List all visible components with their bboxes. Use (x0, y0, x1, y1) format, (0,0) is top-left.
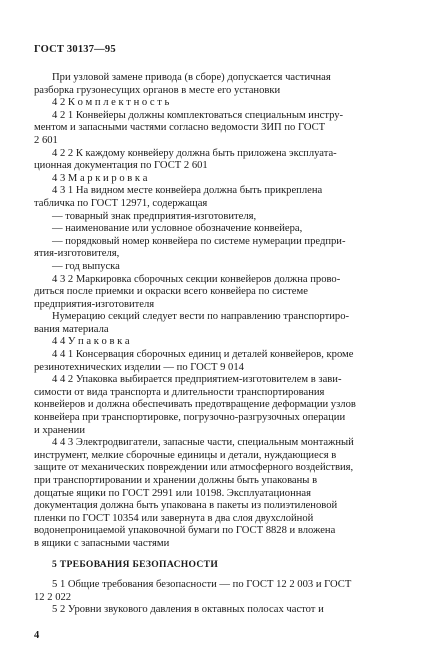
text-line: 4 3 М а р к и р о в к а (52, 172, 148, 184)
page-header: ГОСТ 30137—95 (34, 44, 116, 55)
text-line: 4 4 2 Упаковка выбирается предприятием-изготовителем в зави- (52, 374, 342, 386)
text-line: 4 3 2 Маркировка сборочных секции конвейеров должна прово- (52, 273, 341, 285)
text-line: инструмент, мелкие сборочные единицы и детали, нуждающиеся в (34, 449, 337, 461)
text-line: ционная документация по ГОСТ 2 601 (34, 160, 208, 172)
text-line: конвейеров и должна обеспечивать предотвращение деформации узлов (34, 399, 356, 411)
text-line: — год выпуска (52, 260, 120, 272)
page-number: 4 (34, 630, 40, 641)
text-line: ятия-изготовителя, (34, 248, 120, 260)
text-line: — товарный знак предприятия-изготовителя, (52, 210, 257, 222)
text-line: Нумерацию секций следует вести по направлению транспортиро- (52, 311, 350, 323)
document-body (34, 72, 396, 617)
text-line: вания материала (34, 323, 109, 335)
text-line: 12 2 022 (34, 591, 72, 603)
text-line: 4 4 3 Электродвигатели, запасные части, специальным монтажный (52, 437, 354, 449)
text-line: 2 601 (34, 134, 58, 146)
text-line: 4 2 2 К каждому конвейеру должна быть приложена эксплуата- (52, 147, 337, 159)
text-line: 4 3 1 На видном месте конвейера должна быть прикреплена (52, 185, 323, 197)
text-line: защите от механических повреждении или атмосферного воздействия, (34, 462, 354, 474)
text-line: табличка по ГОСТ 12971, содержащая (34, 197, 208, 209)
text-line: 4 2 К о м п л е к т н о с т ь (52, 97, 170, 109)
text-line: документация должна быть упакована в пакеты из полиэтиленовой (34, 500, 338, 512)
text-line: предприятия-изготовителя (34, 298, 155, 310)
spacer (34, 571, 396, 579)
text-line: разборка грузонесущих органов в месте его установки (34, 84, 281, 96)
text-line: диться после приемки и окраски всего конвейера по системе (34, 286, 308, 298)
text-line: пленки по ГОСТ 10354 или завернута в два слоя двухслойной (34, 512, 314, 524)
text-line: — наименование или условное обозначение конвейера, (52, 223, 303, 235)
text-line: при транспортировании и хранении должны быть упакованы в (34, 475, 318, 486)
text-line: дощатые ящики по ГОСТ 2991 или 10198. Эксплуатационная (34, 487, 311, 499)
text-line: 4 4 У п а к о в к а (52, 336, 130, 348)
text-line: симости от вида транспорта и длительности транспортирования (34, 386, 325, 398)
spacer (34, 551, 396, 559)
text-line: в ящики с запасными частями (34, 537, 170, 549)
text-line: При узловой замене привода (в сборе) допускается частичная (52, 72, 331, 83)
text-line: ментом и запасными частями согласно ведомости ЗИП по ГОСТ (34, 122, 326, 134)
text-line: 5 2 Уровни звукового давления в октавных полосах частот и (52, 604, 324, 616)
section-title: 5 ТРЕБОВАНИЯ БЕЗОПАСНОСТИ (52, 558, 219, 570)
text-line: 5 1 Общие требования безопасности — по ГОСТ 12 2 003 и ГОСТ (52, 579, 352, 591)
text-line: 4 4 1 Консервация сборочных единиц и деталей конвейеров, кроме (52, 349, 354, 361)
text-line: резинотехнических изделии — по ГОСТ 9 014 (34, 361, 244, 373)
text-line: водонепроницаемой упаковочной бумаги по ГОСТ 8828 и вложена (34, 525, 336, 537)
text-line: и хранении (34, 424, 85, 436)
text-line: 4 2 1 Конвейеры должны комплектоваться специальным инстру- (52, 109, 344, 121)
text-line: конвейера при транспортировке, погрузочно-разгрузочных операции (34, 412, 346, 424)
text-line: — порядковый номер конвейера по системе нумерации предпри- (52, 235, 346, 247)
